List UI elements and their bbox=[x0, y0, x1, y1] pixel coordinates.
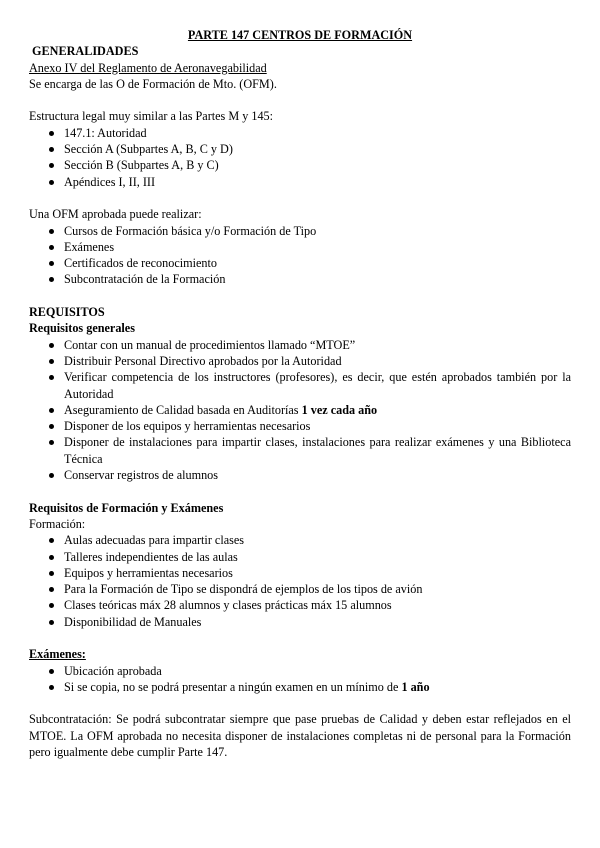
formacion-list bbox=[29, 532, 571, 630]
list-item: Subcontratación de la Formación bbox=[29, 271, 571, 287]
list-item: Conservar registros de alumnos bbox=[29, 467, 571, 483]
list-item-text: Si se copia, no se podrá presentar a ningún examen en un mínimo de bbox=[64, 679, 402, 694]
list-item: Clases teóricas máx 28 alumnos y clases prácticas máx 15 alumnos bbox=[29, 597, 571, 613]
section-heading-requisitos: REQUISITOS bbox=[29, 305, 105, 320]
ofm-intro: Una OFM aprobada puede realizar: bbox=[29, 207, 202, 222]
examenes-list bbox=[29, 663, 571, 696]
ofm-list bbox=[29, 223, 571, 288]
list-item: Talleres independientes de las aulas bbox=[29, 549, 571, 565]
list-item bbox=[29, 402, 571, 418]
list-item: Sección A (Subpartes A, B, C y D) bbox=[29, 141, 571, 157]
list-item: Disponer de los equipos y herramientas necesarios bbox=[29, 418, 571, 434]
description-text: Se encarga de las O de Formación de Mto. (OFM). bbox=[29, 76, 277, 91]
list-item: Cursos de Formación básica y/o Formación de Tipo bbox=[29, 223, 571, 239]
list-item: 147.1: Autoridad bbox=[29, 125, 571, 141]
list-item: Exámenes bbox=[29, 239, 571, 255]
structure-list bbox=[29, 125, 571, 190]
list-item: Disponer de instalaciones para impartir clases, instalaciones para realizar exámenes y una Biblioteca Técnica bbox=[29, 434, 571, 467]
list-item: Aulas adecuadas para impartir clases bbox=[29, 532, 571, 548]
list-item-emphasis: 1 vez cada año bbox=[301, 402, 378, 417]
list-item: Disponibilidad de Manuales bbox=[29, 614, 571, 630]
subcontratacion-paragraph: Subcontratación: Se podrá subcontratar siempre que pase pruebas de Calidad y deben estar reflejados en el MTOE. La OFM aprobada no necesita disponer de instalaciones completas ni de personal para la Formación pero igualmente debe cumplir Parte 147. bbox=[29, 712, 571, 760]
list-item: Contar con un manual de procedimientos llamado “MTOE” bbox=[29, 337, 571, 353]
formacion-label: Formación: bbox=[29, 516, 86, 531]
list-item: Ubicación aprobada bbox=[29, 663, 571, 679]
list-item: Verificar competencia de los instructores (profesores), es decir, que estén aprobados también por la Autoridad bbox=[29, 369, 571, 402]
list-item-emphasis: 1 año bbox=[401, 679, 430, 694]
list-item: Para la Formación de Tipo se dispondrá de ejemplos de los tipos de avión bbox=[29, 581, 571, 597]
general-requirements-list bbox=[29, 337, 571, 484]
subheading-formacion-examenes: Requisitos de Formación y Exámenes bbox=[29, 500, 224, 515]
annex-reference: Anexo IV del Reglamento de Aeronavegabilidad bbox=[29, 60, 267, 75]
subheading-examenes: Exámenes: bbox=[29, 647, 86, 662]
list-item: Equipos y herramientas necesarios bbox=[29, 565, 571, 581]
subheading-requisitos-generales: Requisitos generales bbox=[29, 321, 135, 336]
list-item: Sección B (Subpartes A, B y C) bbox=[29, 157, 571, 173]
list-item-text: Aseguramiento de Calidad basada en Auditorías bbox=[64, 402, 302, 417]
list-item: Certificados de reconocimiento bbox=[29, 255, 571, 271]
structure-intro: Estructura legal muy similar a las Partes M y 145: bbox=[29, 109, 274, 124]
list-item bbox=[29, 679, 571, 695]
list-item: Apéndices I, II, III bbox=[29, 174, 571, 190]
page-title: PARTE 147 CENTROS DE FORMACIÓN bbox=[187, 28, 413, 42]
section-heading-generalidades: GENERALIDADES bbox=[29, 44, 139, 59]
list-item: Distribuir Personal Directivo aprobados por la Autoridad bbox=[29, 353, 571, 369]
